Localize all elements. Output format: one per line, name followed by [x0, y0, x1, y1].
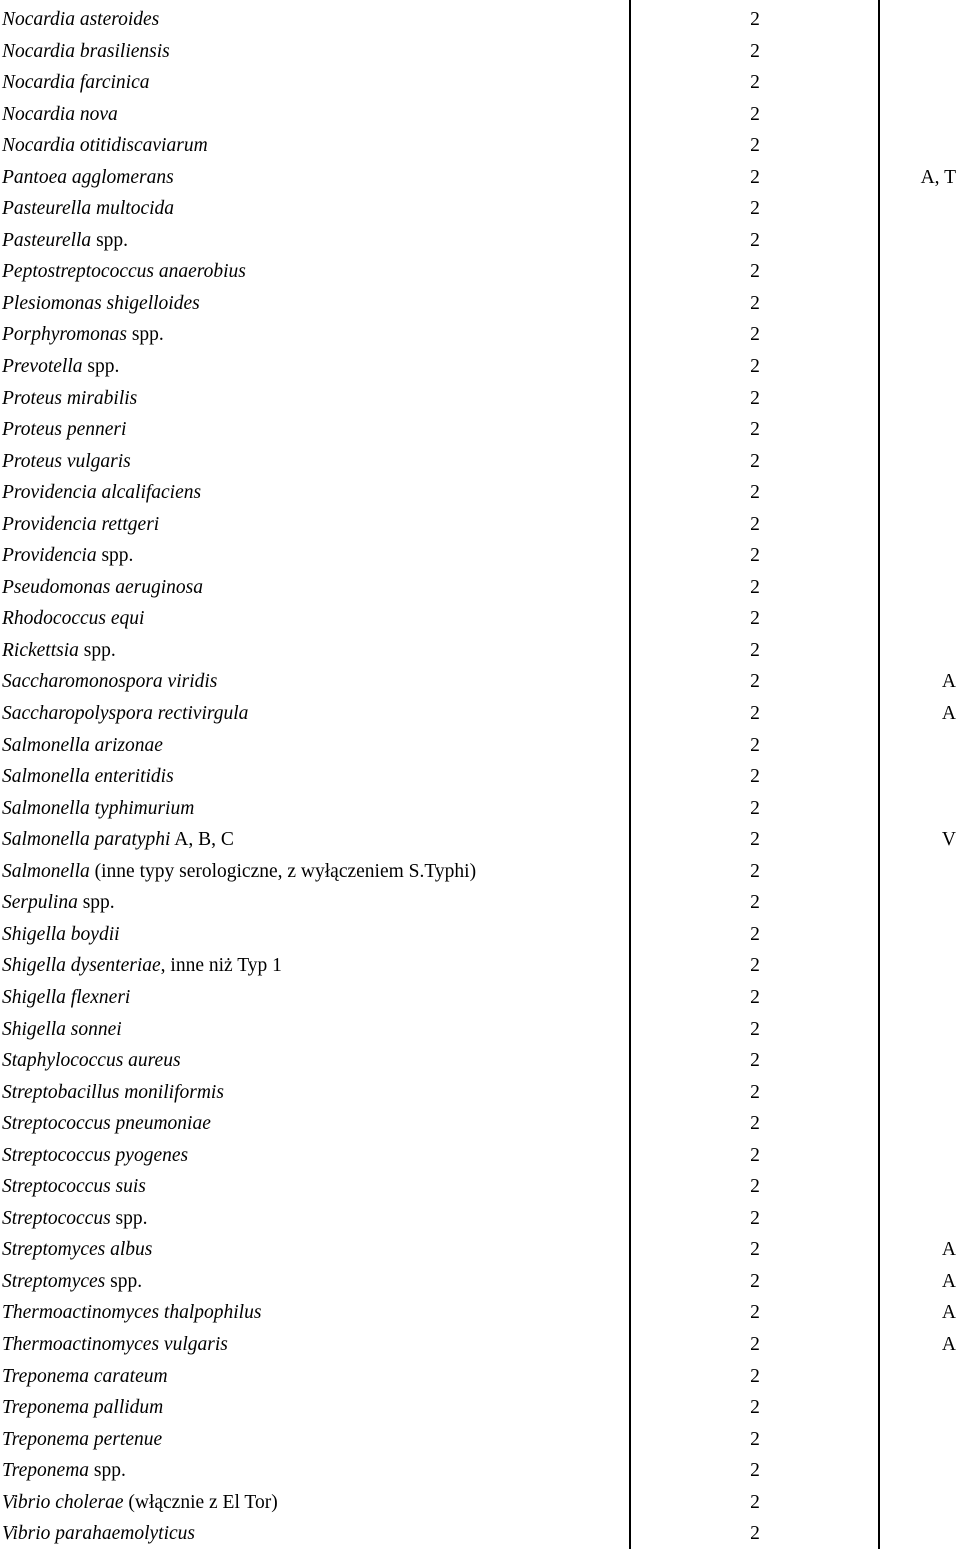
risk-group-cell: 2 [750, 1491, 760, 1513]
risk-group-cell: 2 [750, 419, 760, 441]
organism-name-italic-part: Streptomyces [2, 1270, 106, 1292]
table-row [0, 793, 960, 825]
table-row [0, 162, 960, 194]
table-row [0, 1266, 960, 1298]
risk-group-cell: 2 [750, 1397, 760, 1419]
risk-group-cell: 2 [750, 1302, 760, 1324]
organism-name [2, 540, 133, 572]
organism-name [2, 1077, 224, 1109]
notes-cell: A [941, 703, 956, 725]
organism-name-italic-part: Nocardia farcinica [2, 72, 150, 94]
organism-name-italic-part: Shigella sonnei [2, 1018, 122, 1040]
organism-name [2, 225, 128, 257]
risk-group-cell: 2 [750, 1333, 760, 1355]
table-row [0, 540, 960, 572]
table-row [0, 477, 960, 509]
table-row [0, 1140, 960, 1172]
notes-cell: A [941, 1239, 956, 1261]
organism-name-italic-part: Nocardia otitidiscaviarum [2, 135, 208, 157]
organism-name [2, 1361, 168, 1393]
organism-name-plain-part: spp. [89, 1460, 126, 1482]
risk-group-cell: 2 [750, 166, 760, 188]
table-row [0, 288, 960, 320]
organism-name-italic-part: Rhodococcus equi [2, 608, 145, 630]
organism-name-plain-part: spp. [105, 1270, 143, 1292]
risk-group-cell: 2 [750, 639, 760, 661]
table-row [0, 1234, 960, 1266]
organism-name-italic-part: Pasteurella [2, 229, 92, 251]
organism-name-italic-part: Pasteurella multocida [2, 198, 175, 220]
organism-name-plain-part: spp. [91, 229, 129, 251]
table-row [0, 698, 960, 730]
risk-group-cell: 2 [750, 229, 760, 251]
organism-name-italic-part: Pseudomonas aeruginosa [2, 576, 203, 598]
risk-group-cell: 2 [750, 1018, 760, 1040]
organism-name [2, 666, 217, 698]
organism-name [2, 856, 476, 888]
table-row [0, 1424, 960, 1456]
organism-name-italic-part: Salmonella enteritidis [2, 766, 174, 788]
risk-group-cell: 2 [750, 482, 760, 504]
organism-name [2, 67, 150, 99]
table-row [0, 509, 960, 541]
organism-name-plain-part: spp. [77, 892, 115, 914]
risk-group-cell: 2 [750, 608, 760, 630]
table-row [0, 1014, 960, 1046]
organism-name [2, 477, 201, 509]
organism-name [2, 730, 163, 762]
organism-name [2, 793, 194, 825]
table-row [0, 572, 960, 604]
risk-group-cell: 2 [750, 860, 760, 882]
risk-group-cell: 2 [750, 387, 760, 409]
organism-name-italic-part: Providencia alcalifaciens [2, 482, 202, 504]
notes-cell: A [941, 1302, 956, 1324]
table-row [0, 1203, 960, 1235]
table-row [0, 856, 960, 888]
organism-name-italic-part: Saccharomonospora viridis [2, 671, 218, 693]
risk-group-cell: 2 [750, 545, 760, 567]
organism-name-plain-part: spp. [96, 545, 134, 567]
risk-group-cell: 2 [750, 1239, 760, 1261]
organism-name [2, 319, 164, 351]
risk-group-cell: 2 [750, 766, 760, 788]
risk-group-cell: 2 [750, 324, 760, 346]
organism-name [2, 288, 200, 320]
risk-group-cell: 2 [750, 892, 760, 914]
organism-name [2, 36, 170, 68]
organism-name-italic-part: Porphyromonas [2, 324, 127, 346]
risk-group-cell: 2 [750, 1144, 760, 1166]
table-row [0, 36, 960, 68]
organism-name [2, 1455, 126, 1487]
table-row [0, 982, 960, 1014]
risk-group-cell: 2 [750, 671, 760, 693]
table-row [0, 383, 960, 415]
table-row [0, 919, 960, 951]
risk-group-cell: 2 [750, 450, 760, 472]
table-row [0, 319, 960, 351]
table-row [0, 4, 960, 36]
organism-name-plain-part: spp. [82, 356, 120, 378]
organism-name [2, 1171, 146, 1203]
organism-name-italic-part: Pantoea agglomerans [2, 166, 174, 188]
table-row [0, 666, 960, 698]
table-row [0, 1455, 960, 1487]
organism-name [2, 1108, 211, 1140]
table-row [0, 414, 960, 446]
risk-group-cell: 2 [750, 734, 760, 756]
organism-name [2, 635, 116, 667]
table-row [0, 635, 960, 667]
organism-name [2, 887, 115, 919]
organism-name-plain-part: A, B, C [170, 829, 234, 851]
risk-group-cell: 2 [750, 9, 760, 30]
organism-name [2, 1297, 261, 1329]
organism-name-plain-part: spp. [126, 324, 164, 346]
organism-name [2, 1203, 148, 1235]
organism-name [2, 1392, 163, 1424]
organism-name [2, 572, 203, 604]
organism-name [2, 950, 282, 982]
organism-name-italic-part: Shigella boydii [2, 923, 120, 945]
organism-name-italic-part: Salmonella paratyphi [2, 829, 171, 851]
risk-group-cell: 2 [750, 986, 760, 1008]
table-row [0, 887, 960, 919]
notes-cell: V [941, 829, 956, 851]
notes-cell: A, T [920, 166, 956, 188]
table-row [0, 1297, 960, 1329]
table-row [0, 761, 960, 793]
organism-name-italic-part: Streptococcus suis [2, 1176, 146, 1198]
risk-group-cell: 2 [750, 829, 760, 851]
organism-name-plain-part: , inne niż Typ 1 [160, 955, 282, 977]
risk-group-cell: 2 [750, 72, 760, 94]
organism-name-italic-part: Nocardia asteroides [2, 9, 160, 30]
organism-name [2, 1045, 181, 1077]
organism-name [2, 1329, 228, 1361]
table-row [0, 1361, 960, 1393]
table-row [0, 1329, 960, 1361]
table-row [0, 351, 960, 383]
table-row [0, 1487, 960, 1519]
organism-name [2, 1424, 162, 1456]
risk-group-cell: 2 [750, 1207, 760, 1229]
organism-name [2, 351, 119, 383]
organism-name [2, 130, 208, 162]
organism-name-italic-part: Rickettsia [2, 639, 79, 661]
organism-name-italic-part: Salmonella [2, 860, 90, 882]
risk-group-cell: 2 [750, 135, 760, 157]
table-row [0, 950, 960, 982]
table-row [0, 730, 960, 762]
risk-group-cell: 2 [750, 261, 760, 283]
risk-group-cell: 2 [750, 40, 760, 62]
risk-group-cell: 2 [750, 1081, 760, 1103]
table-row [0, 193, 960, 225]
organism-name [2, 1234, 152, 1266]
table-row [0, 1171, 960, 1203]
organism-name-italic-part: Saccharopolyspora rectivirgula [2, 703, 249, 725]
organism-name-italic-part: Vibrio cholerae [2, 1491, 124, 1513]
organism-name-italic-part: Treponema pertenue [2, 1428, 163, 1450]
organism-name [2, 256, 246, 288]
organism-name-italic-part: Nocardia brasiliensis [2, 40, 170, 62]
organism-name [2, 1014, 122, 1046]
organism-name-italic-part: Prevotella [2, 356, 83, 378]
table-row [0, 824, 960, 856]
organism-name-italic-part: Streptococcus pyogenes [2, 1144, 189, 1166]
organism-name-plain-part: (włącznie z El Tor) [123, 1491, 278, 1513]
organism-name [2, 4, 159, 36]
notes-cell: A [941, 1333, 956, 1355]
organism-name [2, 1487, 278, 1519]
organism-name-italic-part: Plesiomonas shigelloides [2, 292, 200, 314]
organism-name [2, 982, 130, 1014]
organism-name-italic-part: Thermoactinomyces vulgaris [2, 1333, 228, 1355]
risk-group-cell: 2 [750, 1050, 760, 1072]
organism-name [2, 761, 174, 793]
organism-name [2, 162, 174, 194]
table-row [0, 1392, 960, 1424]
organism-name-italic-part: Proteus vulgaris [2, 450, 131, 472]
risk-group-cell: 2 [750, 292, 760, 314]
risk-group-cell: 2 [750, 1428, 760, 1450]
risk-group-cell: 2 [750, 1460, 760, 1482]
table-row [0, 1045, 960, 1077]
organism-name-italic-part: Proteus mirabilis [2, 387, 138, 409]
organism-name-italic-part: Streptococcus pneumoniae [2, 1113, 211, 1135]
risk-group-cell: 2 [750, 1365, 760, 1387]
table-row [0, 130, 960, 162]
organism-name-italic-part: Streptococcus [2, 1207, 111, 1229]
organism-name [2, 446, 131, 478]
organism-name-italic-part: Salmonella typhimurium [2, 797, 195, 819]
organism-name-italic-part: Streptobacillus moniliformis [2, 1081, 224, 1103]
risk-group-cell: 2 [750, 576, 760, 598]
notes-cell: A [941, 671, 956, 693]
organism-name-italic-part: Treponema [2, 1460, 90, 1482]
risk-group-cell: 2 [750, 356, 760, 378]
risk-group-cell: 2 [750, 1270, 760, 1292]
organism-name [2, 603, 144, 635]
organism-name [2, 383, 137, 415]
organism-name [2, 1518, 195, 1550]
organism-name-italic-part: Peptostreptococcus anaerobius [2, 261, 246, 283]
organism-name-italic-part: Shigella flexneri [2, 986, 131, 1008]
organism-name [2, 824, 234, 856]
risk-group-cell: 2 [750, 513, 760, 535]
organism-name-italic-part: Salmonella arizonae [2, 734, 163, 756]
organism-name [2, 193, 174, 225]
risk-group-cell: 2 [750, 103, 760, 125]
organism-name-italic-part: Vibrio parahaemolyticus [2, 1523, 195, 1545]
organism-name [2, 99, 118, 131]
organism-name-italic-part: Treponema pallidum [2, 1397, 164, 1419]
risk-group-cell: 2 [750, 923, 760, 945]
table-row [0, 603, 960, 635]
organism-name [2, 1266, 142, 1298]
organism-name-plain-part: spp. [110, 1207, 148, 1229]
table-row [0, 446, 960, 478]
organism-name [2, 698, 248, 730]
table-row [0, 1077, 960, 1109]
organism-name-italic-part: Proteus penneri [2, 419, 127, 441]
organism-name [2, 919, 120, 951]
organism-name-italic-part: Serpulina [2, 892, 78, 914]
table-row [0, 67, 960, 99]
table-row [0, 1518, 960, 1550]
table-row [0, 99, 960, 131]
table-row [0, 1108, 960, 1140]
organism-name-italic-part: Nocardia nova [2, 103, 118, 125]
organism-name [2, 414, 126, 446]
organism-name-italic-part: Providencia rettgeri [2, 513, 160, 535]
risk-group-cell: 2 [750, 703, 760, 725]
organism-name [2, 1140, 188, 1172]
organism-name [2, 509, 159, 541]
organism-name-italic-part: Providencia [2, 545, 97, 567]
organism-name-italic-part: Thermoactinomyces thalpophilus [2, 1302, 262, 1324]
table-row [0, 256, 960, 288]
risk-group-cell: 2 [750, 1113, 760, 1135]
notes-cell: A [941, 1270, 956, 1292]
table-row [0, 225, 960, 257]
risk-group-cell: 2 [750, 198, 760, 220]
risk-group-cell: 2 [750, 1176, 760, 1198]
organism-name-italic-part: Shigella dysenteriae [2, 955, 161, 977]
organism-table [0, 4, 960, 1550]
organism-name-plain-part: (inne typy serologiczne, z wyłączeniem S.Typhi) [89, 860, 477, 882]
organism-name-italic-part: Staphylococcus aureus [2, 1050, 181, 1072]
risk-group-cell: 2 [750, 797, 760, 819]
organism-name-plain-part: spp. [78, 639, 116, 661]
risk-group-cell: 2 [750, 1523, 760, 1545]
organism-name-italic-part: Treponema carateum [2, 1365, 168, 1387]
organism-name-italic-part: Streptomyces albus [2, 1239, 153, 1261]
risk-group-cell: 2 [750, 955, 760, 977]
